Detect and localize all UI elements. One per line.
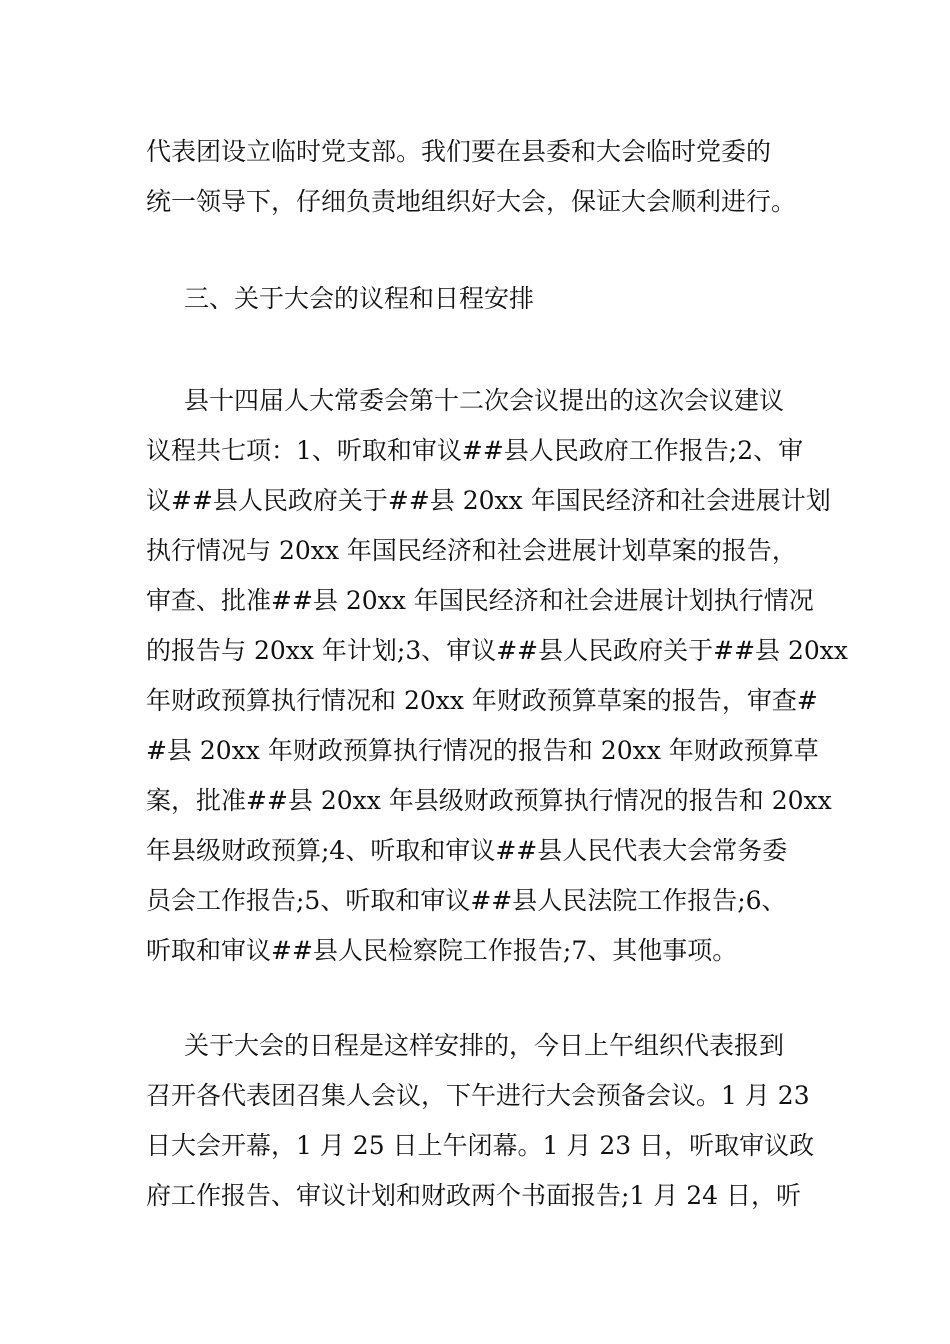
text-line: 关于大会的日程是这样安排的，今日上午组织代表报到 xyxy=(184,1031,785,1060)
paragraph-agenda xyxy=(146,376,848,976)
text-line: 执行情况与 20xx 年国民经济和社会进展计划草案的报告， xyxy=(146,536,797,565)
text-line: 统一领导下，仔细负责地组织好大会，保证大会顺利进行。 xyxy=(146,187,797,216)
text-line: 议##县人民政府关于##县 20xx 年国民经济和社会进展计划 xyxy=(146,486,831,515)
text-line: 议程共七项：1、听取和审议##县人民政府工作报告;2、审 xyxy=(146,436,804,465)
text-line: 召开各代表团召集人会议，下午进行大会预备会议。1 月 23 xyxy=(146,1081,810,1110)
text-line: 日大会开幕，1 月 25 日上午闭幕。1 月 23 日，听取审议政 xyxy=(146,1131,815,1160)
text-line: #县 20xx 年财政预算执行情况的报告和 20xx 年财政预算草 xyxy=(146,736,819,765)
text-line: 的报告与 20xx 年计划;3、审议##县人民政府关于##县 20xx xyxy=(146,636,848,665)
text-line: 案，批准##县 20xx 年县级财政预算执行情况的报告和 20xx xyxy=(146,786,832,815)
text-line: 年财政预算执行情况和 20xx 年财政预算草案的报告，审查# xyxy=(146,686,818,715)
text-line: 审查、批准##县 20xx 年国民经济和社会进展计划执行情况 xyxy=(146,586,814,615)
paragraph-party-branch xyxy=(146,127,810,227)
text-line: 府工作报告、审议计划和财政两个书面报告;1 月 24 日，听 xyxy=(146,1181,801,1210)
text-line: 年县级财政预算;4、听取和审议##县人民代表大会常务委 xyxy=(146,836,788,865)
text-line: 听取和审议##县人民检察院工作报告;7、其他事项。 xyxy=(146,936,738,965)
paragraph-schedule xyxy=(146,1021,815,1221)
section-heading: 三、关于大会的议程和日程安排 xyxy=(184,284,535,313)
text-line: 代表团设立临时党支部。我们要在县委和大会临时党委的 xyxy=(146,137,772,166)
text-line: 员会工作报告;5、听取和审议##县人民法院工作报告;6、 xyxy=(146,886,787,915)
text-line: 县十四届人大常委会第十二次会议提出的这次会议建议 xyxy=(184,386,785,415)
